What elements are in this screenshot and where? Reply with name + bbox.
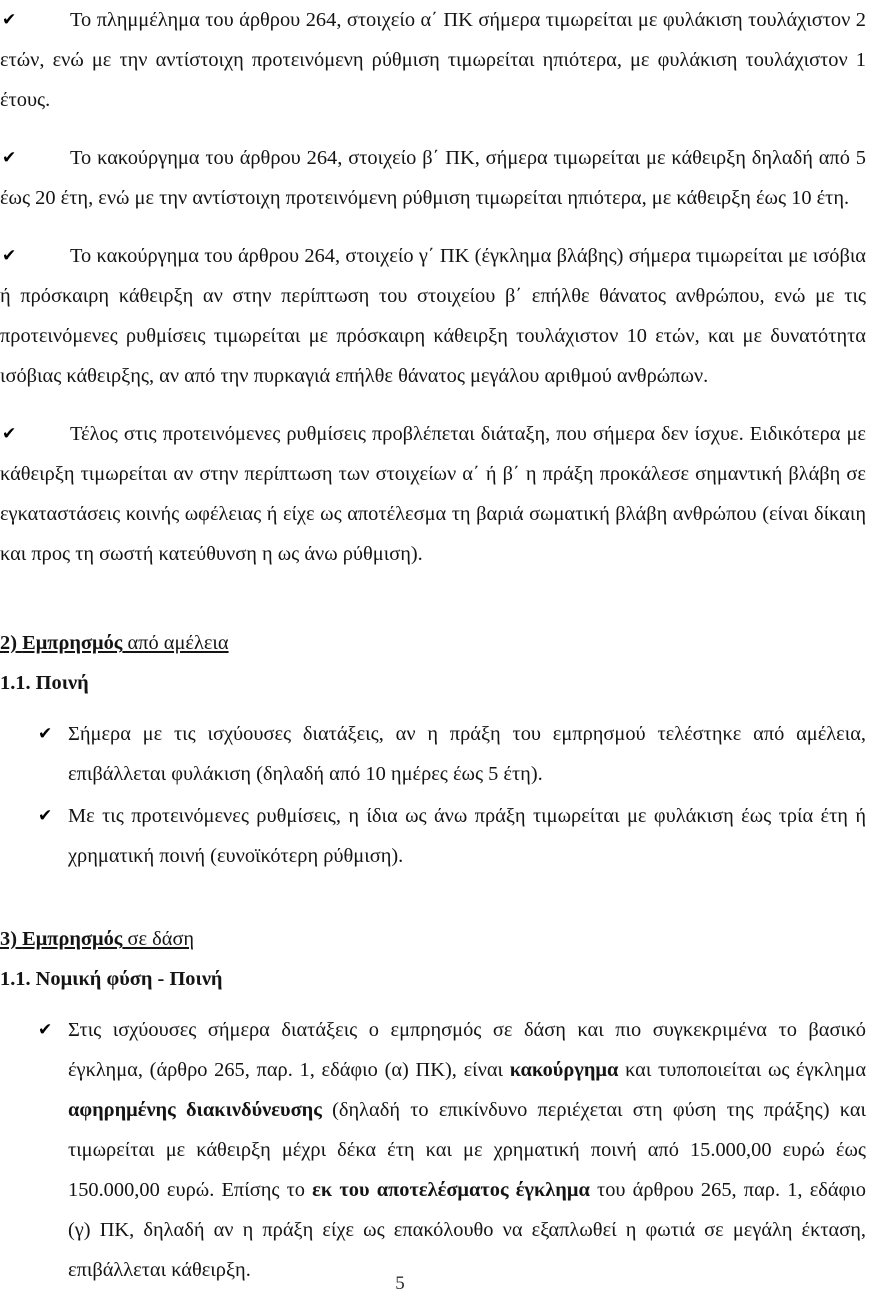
spacer: [0, 698, 866, 714]
list-item-text: Σήμερα με τις ισχύουσες διατάξεις, αν η πράξη του εμπρησμού τελέστηκε από αμέλεια, επιβάλλεται φυλάκιση (δηλαδή από 10 ημέρες έως 5 έτη).: [68, 723, 866, 785]
page-number: 5: [395, 1273, 405, 1294]
list-item-text-part-1: Στις ισχύουσες σήμερα διατάξεις ο εμπρησμός σε δάση και πιο συγκεκριμένα το βασικό έγκλημα, (άρθρο 265, παρ. 1, εδάφιο (α) ΠΚ), είναι: [68, 1019, 866, 1081]
list-item-text-part-3: (δηλαδή το επικίνδυνο περιέχεται στη φύση της πράξης) και τιμωρείται με κάθειρξη μέχρι δέκα έτη και με χρηματική ποινή από 15.000,00 ευρώ έως 150.000,00 ευρώ. Επίσης το: [68, 1099, 866, 1201]
list-item-text-part-4: του άρθρου 265, παρ. 1, εδάφιο (γ) ΠΚ, δηλαδή αν η πράξη είχε ως επακόλουθο να εξαπλωθεί η φωτιά σε μεγάλη έκταση, επιβάλλεται κάθειρξη.: [68, 1179, 866, 1281]
list-item: [0, 714, 866, 794]
section-title-bold: Εμπρησμός: [22, 928, 123, 950]
spacer: [0, 878, 866, 908]
list-item-text: Το πλημμέλημα του άρθρου 264, στοιχείο α΄ ΠΚ σήμερα τιμωρείται με φυλάκιση τουλάχιστον 2 ετών, ενώ με την αντίστοιχη προτεινόμενη ρύθμιση τιμωρείται ηπιότερα, με φυλάκιση τουλάχιστον 1 έτους.: [0, 9, 866, 111]
spacer: [0, 574, 866, 604]
section-heading-2: [0, 628, 866, 658]
list-item: [0, 796, 866, 876]
list-item: [0, 0, 866, 120]
list-item: [0, 138, 866, 218]
section-title-rest: σε δάση: [127, 928, 195, 950]
emphasis-afirimenis-diakindynefsis: αφηρημένης διακινδύνευσης: [68, 1099, 322, 1121]
spacer: [0, 604, 866, 628]
check-icon: ✔: [2, 10, 17, 30]
list-item-text: Με τις προτεινόμενες ρυθμίσεις, η ίδια ως άνω πράξη τιμωρείται με φυλάκιση έως τρία έτη ή χρηματική ποινή (ευνοϊκότερη ρύθμιση).: [68, 805, 866, 867]
check-icon: ✔: [2, 246, 17, 266]
check-icon: ✔: [2, 424, 17, 444]
list-item-text: Το κακούργημα του άρθρου 264, στοιχείο β΄ ΠΚ, σήμερα τιμωρείται με κάθειρξη δηλαδή από 5 έως 20 έτη, ενώ με την αντίστοιχη προτεινόμενη ρύθμιση τιμωρείται ηπιότερα, με κάθειρξη έως 10 έτη.: [0, 147, 866, 209]
section-heading-3: [0, 924, 866, 954]
spacer: [0, 954, 866, 964]
list-item: [0, 414, 866, 574]
section-title-rest: από αμέλεια: [127, 632, 229, 654]
list-item: [0, 236, 866, 396]
check-icon: ✔: [38, 724, 53, 744]
check-icon: ✔: [2, 148, 17, 168]
section-number: 2): [0, 632, 17, 654]
spacer: [0, 908, 866, 924]
list-item-text: Τέλος στις προτεινόμενες ρυθμίσεις προβλέπεται διάταξη, που σήμερα δεν ίσχυε. Ειδικότερα με κάθειρξη τιμωρείται αν στην περίπτωση των στοιχείων α΄ ή β΄ η πράξη προκάλεσε σημαντική βλάβη σε εγκαταστάσεις κοινής ωφέλειας ή είχε ως αποτέλεσμα τη βαριά σωματική βλάβη ανθρώπου (είναι δίκαιη και προς τη σωστή κατεύθυνση η ως άνω ρύθμιση).: [0, 423, 866, 565]
check-icon: ✔: [38, 806, 53, 826]
subsection-heading-3: 1.1. Νομική φύση - Ποινή: [0, 968, 223, 990]
list-item-text: Το κακούργημα του άρθρου 264, στοιχείο γ΄ ΠΚ (έγκλημα βλάβης) σήμερα τιμωρείται με ισόβια ή πρόσκαιρη κάθειρξη αν στην περίπτωση του στοιχείου β΄ επήλθε θάνατος ανθρώπου, ενώ με τις προτεινόμενες ρυθμίσεις τιμωρείται με πρόσκαιρη κάθειρξη τουλάχιστον 10 ετών, και με δυνατότητα ισόβιας κάθειρξης, αν από την πυρκαγιά επήλθε θάνατος μεγάλου αριθμού ανθρώπων.: [0, 245, 866, 387]
subsection-heading-2: 1.1. Ποινή: [0, 672, 89, 694]
spacer: [0, 658, 866, 668]
list-item: [0, 1010, 866, 1290]
emphasis-ek-tou-apotelesmatos: εκ του αποτελέσματος έγκλημα: [312, 1179, 590, 1201]
spacer: [0, 994, 866, 1010]
emphasis-kakourgima: κακούργημα: [509, 1059, 619, 1081]
list-item-text-part-2: και τυποποιείται ως έγκλημα: [618, 1059, 866, 1081]
section-number: 3): [0, 928, 17, 950]
check-icon: ✔: [38, 1020, 53, 1040]
section-title-bold: Εμπρησμός: [22, 632, 123, 654]
